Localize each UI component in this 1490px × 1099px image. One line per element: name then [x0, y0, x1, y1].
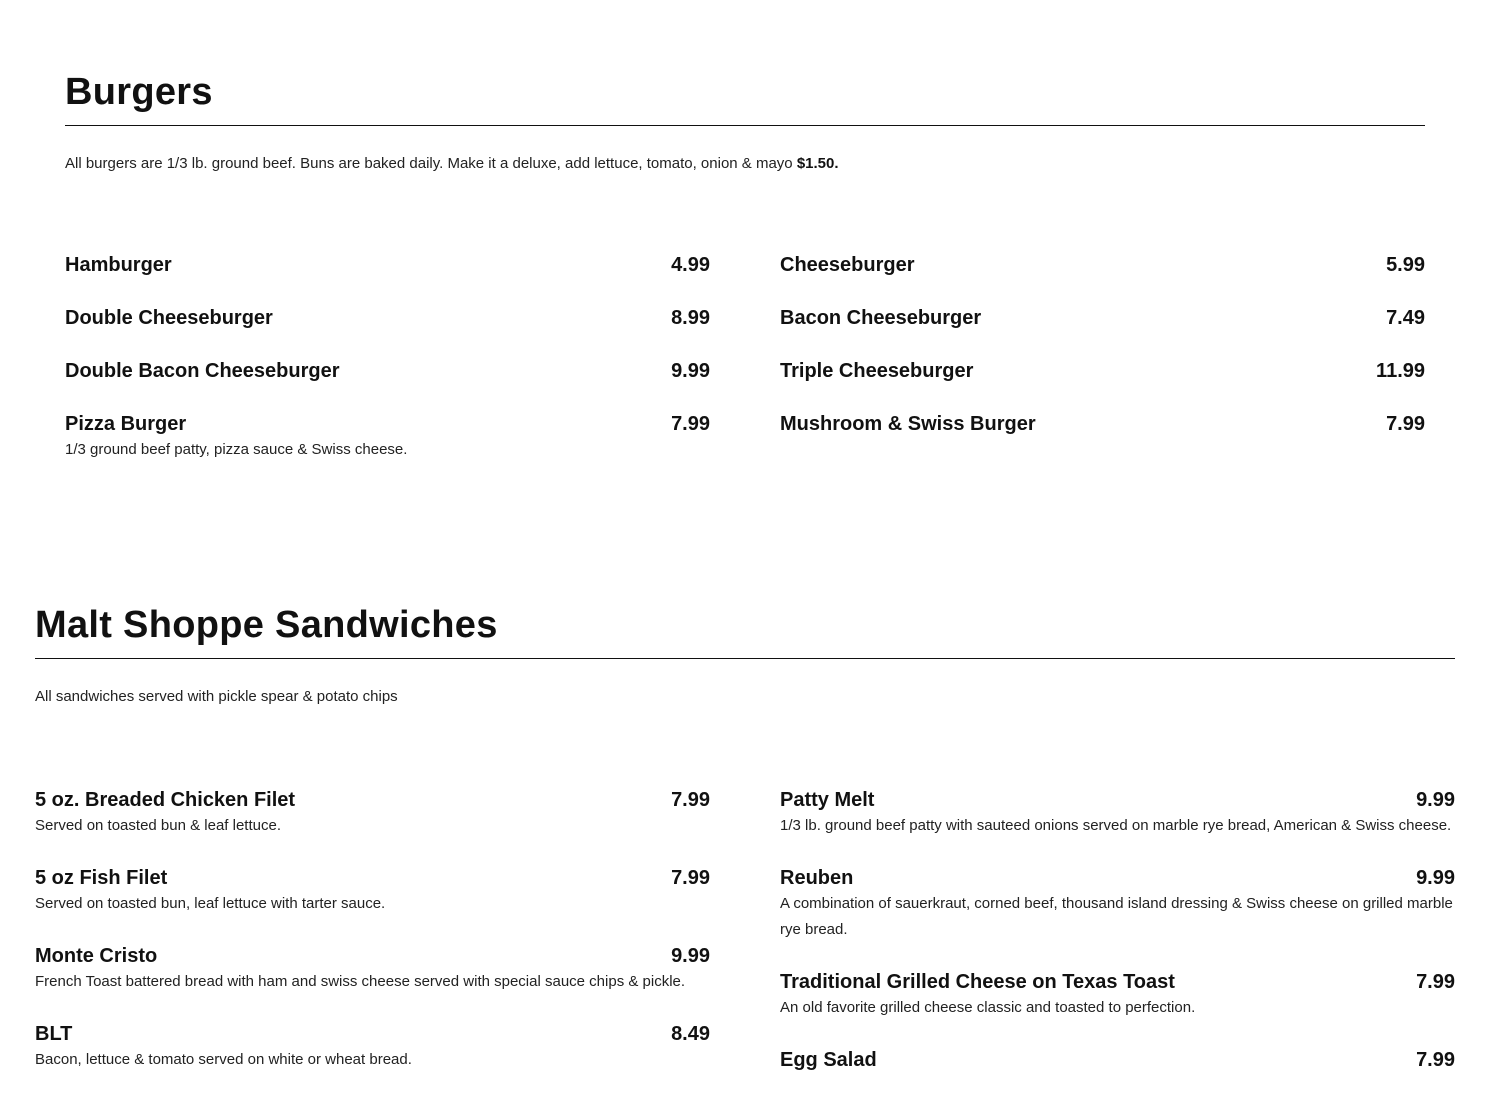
menu-item-name: BLT: [35, 1023, 73, 1045]
menu-item-price: 9.99: [671, 945, 710, 967]
menu-item-name: Bacon Cheeseburger: [780, 307, 982, 329]
menu-item: [780, 358, 1425, 411]
menu-item-description: Bacon, lettuce & tomato served on white or wheat bread.: [35, 1051, 412, 1068]
menu-item-price: 7.99: [671, 789, 710, 811]
menu-item-price: 5.99: [1386, 254, 1425, 276]
menu-item-description: Served on toasted bun, leaf lettuce with tarter sauce.: [35, 895, 386, 912]
menu-item-name: Hamburger: [65, 254, 172, 276]
menu-item-price: 11.99: [1376, 360, 1425, 382]
burgers-right-column: [780, 252, 1425, 464]
menu-item-price: 9.99: [1416, 789, 1455, 811]
menu-item-name: Double Bacon Cheeseburger: [65, 360, 340, 382]
menu-item-price: 7.99: [671, 413, 710, 435]
menu-item: [65, 411, 710, 464]
menu-item-price: 7.49: [1386, 307, 1425, 329]
burgers-section: [65, 68, 1425, 458]
menu-item-name: Patty Melt: [780, 789, 875, 811]
menu-item-description: French Toast battered bread with ham and swiss cheese served with special sauce chips & pickle.: [35, 973, 686, 990]
menu-item: [65, 358, 710, 411]
menu-item-name: Reuben: [780, 867, 854, 889]
menu-item-name: Triple Cheeseburger: [780, 360, 974, 382]
sandwiches-section: [35, 601, 1455, 1071]
menu-item-name: Monte Cristo: [35, 945, 158, 967]
menu-item: [780, 411, 1425, 464]
menu-item: [35, 943, 710, 995]
menu-item-description: A combination of sauerkraut, corned beef, thousand island dressing & Swiss cheese on grilled marble rye bread.: [780, 895, 1453, 938]
menu-item-name: Mushroom & Swiss Burger: [780, 413, 1036, 435]
menu-item: [35, 1021, 710, 1073]
menu-item-description: An old favorite grilled cheese classic and toasted to perfection.: [780, 999, 1196, 1016]
sandwiches-section-title: Malt Shoppe Sandwiches: [35, 601, 1455, 659]
burgers-left-column: [65, 252, 710, 464]
menu-item: [780, 787, 1455, 839]
menu-item: [780, 305, 1425, 358]
menu-item-price: 4.99: [671, 254, 710, 276]
menu-item-price: 9.99: [1416, 867, 1455, 889]
sandwiches-left-column: [35, 787, 710, 1099]
menu-item: [65, 305, 710, 358]
menu-item-name: 5 oz Fish Filet: [35, 867, 168, 889]
menu-item-name: 5 oz. Breaded Chicken Filet: [35, 789, 296, 811]
menu-item-price: 7.99: [1386, 413, 1425, 435]
menu-item-price: 8.99: [671, 307, 710, 329]
menu-item-name: Egg Salad: [780, 1049, 877, 1071]
burgers-note-text: All burgers are 1/3 lb. ground beef. Buns are baked daily. Make it a deluxe, add lettuce, tomato, onion & mayo: [65, 155, 793, 172]
menu-item-name: Double Cheeseburger: [65, 307, 273, 329]
menu-item: [780, 252, 1425, 305]
burgers-note-price: $1.50.: [796, 155, 839, 172]
menu-item: [35, 787, 710, 839]
menu-item-price: 7.99: [671, 867, 710, 889]
burgers-section-title: Burgers: [65, 68, 1425, 126]
menu-item: [65, 252, 710, 305]
menu-item-price: 7.99: [1416, 1049, 1455, 1071]
sandwiches-right-column: [780, 787, 1455, 1099]
menu-item-description: 1/3 ground beef patty, pizza sauce & Swiss cheese.: [65, 441, 408, 458]
menu-item: [780, 865, 1455, 943]
menu-item: [780, 969, 1455, 1021]
menu-item: [780, 1047, 1455, 1073]
menu-item-price: 7.99: [1416, 971, 1455, 993]
menu-item-description: Served on toasted bun & leaf lettuce.: [35, 817, 281, 834]
menu-item-description: 1/3 lb. ground beef patty with sauteed onions served on marble rye bread, American & Swiss cheese.: [780, 817, 1452, 834]
burgers-section-note: [65, 154, 1425, 174]
menu-item-name: Cheeseburger: [780, 254, 915, 276]
sandwiches-section-note: All sandwiches served with pickle spear & potato chips: [35, 688, 398, 705]
menu-item-price: 8.49: [671, 1023, 710, 1045]
menu-item-name: Pizza Burger: [65, 413, 187, 435]
menu-item-price: 9.99: [671, 360, 710, 382]
menu-item: [35, 865, 710, 917]
menu-item-name: Traditional Grilled Cheese on Texas Toast: [780, 971, 1175, 993]
